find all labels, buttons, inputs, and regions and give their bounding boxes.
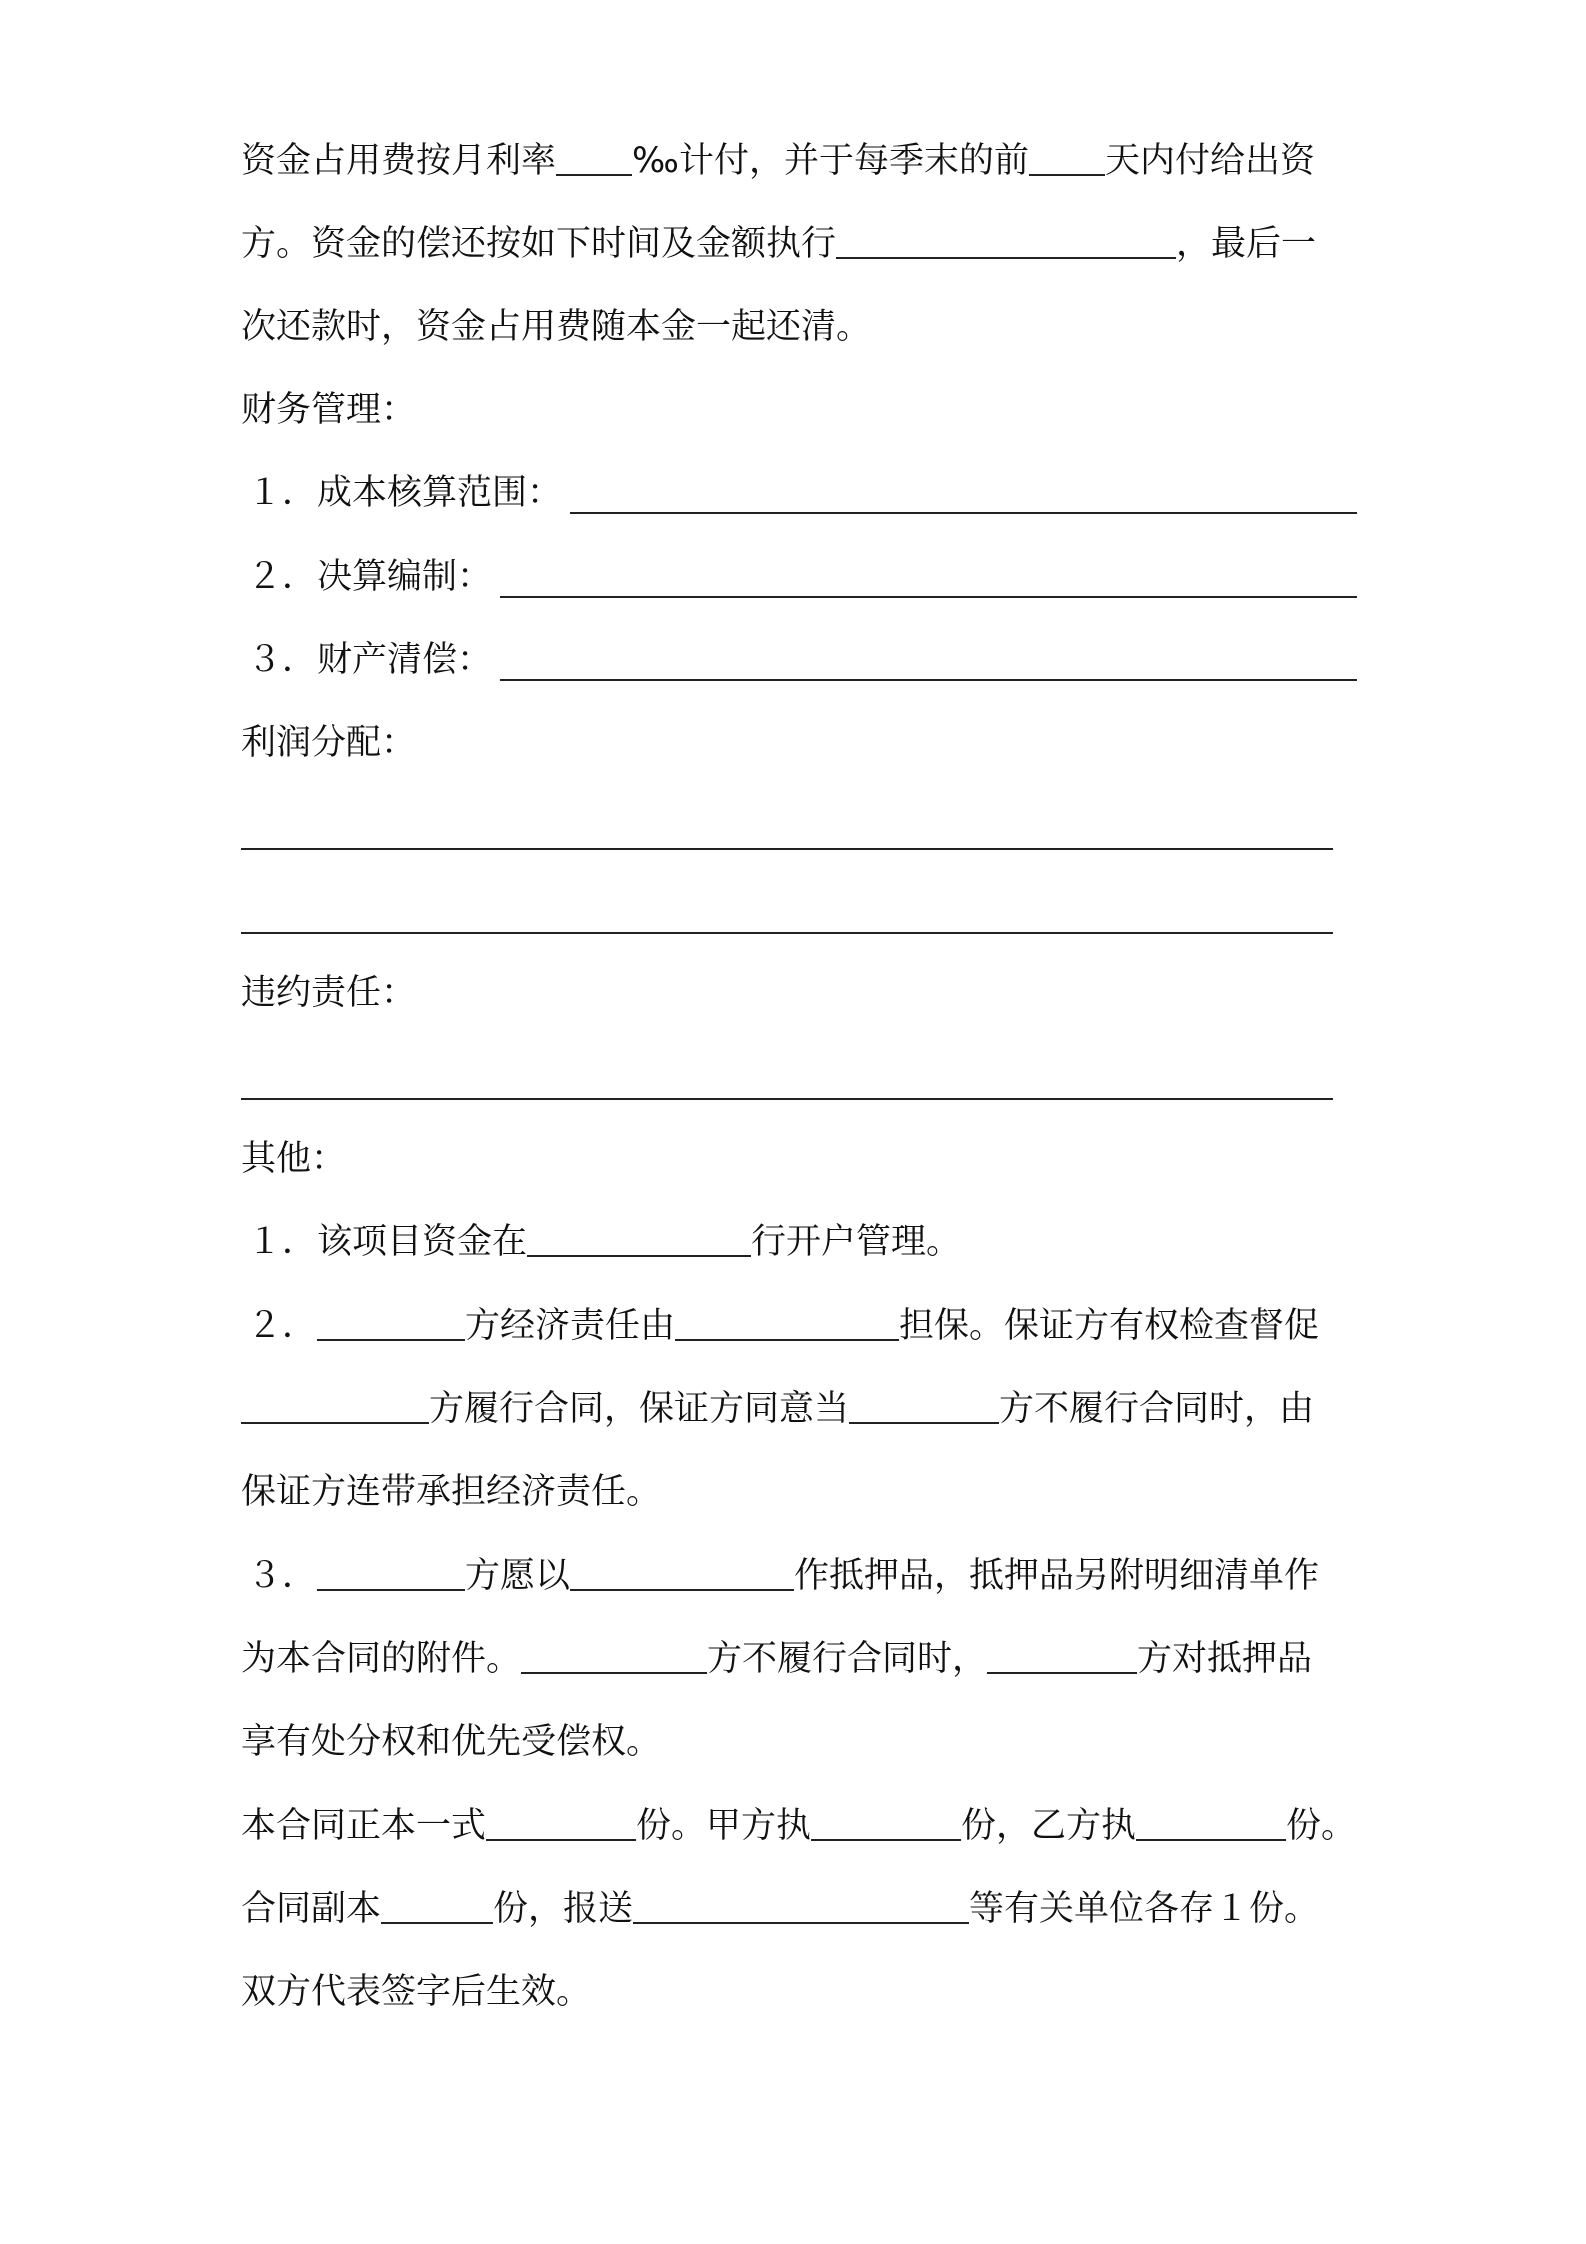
pledgee-party-blank[interactable]	[987, 1632, 1137, 1674]
text-segment: 方履行合同，保证方同意当	[429, 1389, 850, 1429]
section-heading: 其他：	[241, 1139, 347, 1179]
other-item-2-line-1	[241, 1296, 1357, 1356]
item-label: 财产清偿：	[317, 640, 493, 680]
other-item-3-line-1	[241, 1546, 1357, 1606]
profit-blank-line-2[interactable]	[241, 932, 1333, 934]
section-heading: 违约责任：	[241, 973, 417, 1013]
item-number: ２．	[247, 557, 318, 597]
other-item-2-line-2	[241, 1379, 1357, 1439]
text-segment: ，最后一	[1176, 224, 1317, 264]
breach-heading	[241, 963, 1357, 1023]
text-segment: 该项目资金在	[317, 1222, 528, 1262]
breach-blank-line[interactable]	[241, 1098, 1333, 1100]
pledging-party-blank[interactable]	[317, 1549, 465, 1591]
funding-fee-line-2	[241, 214, 1357, 274]
text-segment: 份，报送	[493, 1889, 634, 1929]
effective-clause	[241, 1962, 1357, 2022]
text-segment: 保证方连带承担经济责任。	[241, 1472, 662, 1512]
other-heading	[241, 1129, 1357, 1189]
defaulting-party-blank[interactable]	[849, 1382, 999, 1424]
original-copies-blank[interactable]	[486, 1799, 636, 1841]
other-item-3-line-2	[241, 1629, 1357, 1689]
profit-blank-line-1[interactable]	[241, 848, 1333, 850]
text-segment: 方经济责任由	[465, 1306, 676, 1346]
text-segment: 天内付给出资	[1104, 141, 1315, 181]
supervised-party-blank[interactable]	[241, 1382, 429, 1424]
other-item-2-line-3	[241, 1462, 1357, 1522]
text-segment: 方不履行合同时，	[707, 1639, 988, 1679]
item-label: 决算编制：	[317, 557, 493, 597]
copies-line-2	[241, 1879, 1357, 1939]
text-segment: 合同副本	[241, 1889, 382, 1929]
text-segment: 方愿以	[465, 1556, 571, 1596]
final-accounts-blank[interactable]	[500, 556, 1357, 598]
guarantor-blank[interactable]	[675, 1299, 899, 1341]
finance-heading	[241, 380, 1357, 440]
funding-fee-line-3	[241, 297, 1357, 357]
finance-item-3	[241, 630, 1357, 690]
bank-name-blank[interactable]	[527, 1215, 751, 1257]
section-heading: 利润分配：	[241, 723, 417, 763]
text-segment: 作抵押品，抵押品另附明细清单作	[794, 1556, 1320, 1596]
party-b-copies-blank[interactable]	[1136, 1799, 1286, 1841]
text-segment: 份。	[1286, 1806, 1357, 1846]
repayment-schedule-blank[interactable]	[836, 217, 1176, 259]
finance-item-2	[241, 547, 1357, 607]
nonperforming-party-blank[interactable]	[521, 1632, 707, 1674]
text-segment: 行开户管理。	[751, 1222, 962, 1262]
finance-item-1	[241, 463, 1357, 523]
party-a-copies-blank[interactable]	[811, 1799, 961, 1841]
cost-accounting-scope-blank[interactable]	[570, 472, 1357, 514]
section-heading: 财务管理：	[241, 390, 417, 430]
text-segment: 次还款时，资金占用费随本金一起还清。	[241, 307, 872, 347]
days-blank[interactable]	[1029, 134, 1105, 176]
text-segment: ‰计付，并于每季末的前	[632, 141, 1029, 181]
recipients-blank[interactable]	[633, 1882, 969, 1924]
text-segment: 享有处分权和优先受偿权。	[241, 1722, 662, 1762]
text-segment: 方不履行合同时，由	[999, 1389, 1315, 1429]
monthly-rate-blank[interactable]	[556, 134, 632, 176]
item-number: ２．	[247, 1306, 318, 1346]
text-segment: 本合同正本一式	[241, 1806, 487, 1846]
text-segment: 为本合同的附件。	[241, 1639, 522, 1679]
item-number: ３．	[247, 1556, 318, 1596]
text-segment: 等有关单位各存１份。	[969, 1889, 1320, 1929]
duplicate-copies-blank[interactable]	[381, 1882, 493, 1924]
text-segment: 方。资金的偿还按如下时间及金额执行	[241, 224, 837, 264]
other-item-1	[241, 1212, 1357, 1272]
item-label: 成本核算范围：	[317, 473, 563, 513]
other-item-3-line-3	[241, 1712, 1357, 1772]
text-segment: 份，乙方执	[961, 1806, 1137, 1846]
text-segment: 双方代表签字后生效。	[241, 1972, 592, 2012]
item-number: ３．	[247, 640, 318, 680]
profit-heading	[241, 713, 1357, 773]
property-liquidation-blank[interactable]	[500, 639, 1357, 681]
funding-fee-line-1	[241, 131, 1357, 191]
collateral-blank[interactable]	[570, 1549, 794, 1591]
item-number: １．	[247, 1222, 318, 1262]
copies-line-1	[241, 1796, 1357, 1856]
text-segment: 担保。保证方有权检查督促	[899, 1306, 1320, 1346]
text-segment: 份。甲方执	[636, 1806, 812, 1846]
item-number: １．	[247, 473, 318, 513]
liable-party-blank[interactable]	[317, 1299, 465, 1341]
text-segment: 方对抵押品	[1137, 1639, 1313, 1679]
text-segment: 资金占用费按月利率	[241, 141, 557, 181]
